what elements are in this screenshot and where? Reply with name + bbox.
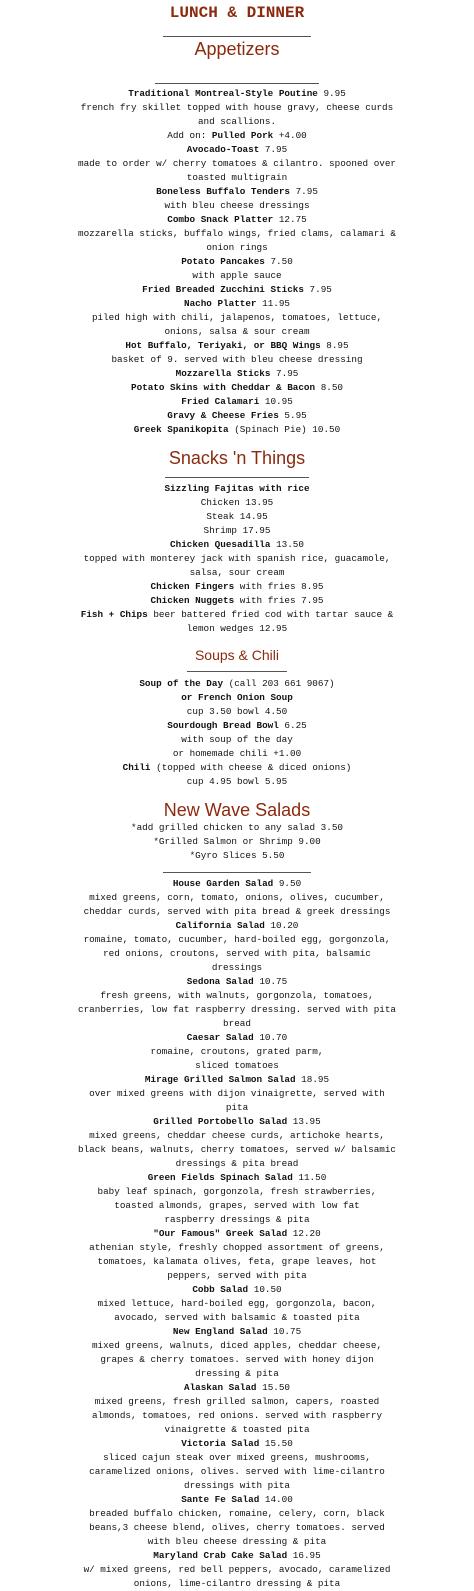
- item-price: 12.75: [278, 214, 307, 225]
- item-name: Fish + Chips: [80, 609, 148, 620]
- snack-item: [78, 482, 396, 496]
- item-price: 8.50: [320, 382, 344, 393]
- item-name: Cobb Salad: [192, 1284, 249, 1295]
- appetizer-description: with bleu cheese dressings: [164, 200, 310, 211]
- salad-description: mixed greens, cheddar cheese curds, artichoke hearts, black beans, walnuts, cherry tomatoes, served w/ balsamic dressings & pita bread: [78, 1130, 397, 1169]
- salad-description: breaded buffalo chicken, romaine, celery, corn, black beans,3 cheese blend, olives, cherry tomatoes. served with bleu cheese dressing & pita: [89, 1508, 385, 1547]
- salad-item: [78, 1437, 396, 1451]
- salad-description: sliced tomatoes: [195, 1060, 279, 1071]
- appetizer-description: mozzarella sticks, buffalo wings, fried clams, calamari & onion rings: [78, 228, 397, 253]
- soup-item: [78, 691, 396, 705]
- item-price: 10.20: [270, 920, 299, 931]
- appetizers-list: [78, 87, 396, 437]
- item-price: (call 203 661 9067): [228, 678, 335, 689]
- snack-description: Shrimp 17.95: [203, 525, 271, 536]
- salad-item: [78, 1227, 396, 1241]
- item-price: +4.00: [278, 130, 307, 141]
- item-price: 7.95: [295, 186, 318, 197]
- item-name: Grilled Portobello Salad: [153, 1116, 288, 1127]
- item-price: 10.75: [259, 976, 288, 987]
- item-prefix: Add on:: [167, 130, 212, 141]
- appetizer-item: [78, 87, 396, 101]
- appetizer-item: [78, 367, 396, 381]
- appetizer-item: [78, 129, 396, 143]
- soups-divider: [187, 671, 287, 672]
- salads-divider: [163, 872, 311, 873]
- item-name: House Garden Salad: [172, 878, 274, 889]
- salad-description: romaine, croutons, grated parm,: [150, 1046, 324, 1057]
- salad-item: [78, 975, 396, 989]
- salad-item: [78, 1325, 396, 1339]
- salad-item: [78, 1171, 396, 1185]
- salads-heading: New Wave Salads: [163, 800, 311, 820]
- soup-description: cup 3.50 bowl 4.50: [186, 706, 288, 717]
- appetizer-description: made to order w/ cherry tomatoes & cilantro. spooned over toasted multigrain: [78, 158, 397, 183]
- item-price: (topped with cheese & diced onions): [156, 762, 352, 773]
- item-price: 12.20: [292, 1228, 321, 1239]
- salad-description: sliced cajun steak over mixed greens, mushrooms, caramelized onions, olives. served with lime-cilantro dressings with pita: [89, 1452, 385, 1491]
- title-divider: [163, 36, 311, 37]
- item-name: Chicken Quesadilla: [170, 539, 271, 550]
- item-price: (Spinach Pie) 10.50: [234, 424, 341, 435]
- salad-item: [78, 1283, 396, 1297]
- item-name: Traditional Montreal-Style Poutine: [128, 88, 318, 99]
- item-name: Avocado-Toast: [186, 144, 260, 155]
- item-name: Chicken Fingers: [150, 581, 235, 592]
- page-title: LUNCH & DINNER: [169, 4, 305, 22]
- item-name: Gravy & Cheese Fries: [167, 410, 279, 421]
- item-price: 16.95: [292, 1550, 321, 1561]
- salad-item: [78, 919, 396, 933]
- salad-description: w/ mixed greens, red bell peppers, avocado, caramelized onions, lime-cilantro dressing & pita: [83, 1564, 391, 1589]
- item-name: Combo Snack Platter: [167, 214, 274, 225]
- item-price: 9.95: [323, 88, 346, 99]
- appetizer-item: [78, 283, 396, 297]
- item-price: 10.95: [264, 396, 293, 407]
- appetizer-item: [78, 213, 396, 227]
- snacks-list: [78, 482, 396, 636]
- item-price: 9.50: [278, 878, 302, 889]
- salad-addon-note: *Gyro Slices 5.50: [189, 850, 285, 861]
- salad-description: athenian style, freshly chopped assortment of greens, tomatoes, kalamata olives, feta, grape leaves, hot peppers, served with pita: [89, 1242, 385, 1281]
- appetizer-item: [78, 381, 396, 395]
- appetizer-item: [78, 255, 396, 269]
- item-name: Alaskan Salad: [183, 1382, 257, 1393]
- item-name: Hot Buffalo, Teriyaki, or BBQ Wings: [125, 340, 321, 351]
- item-price: 11.95: [262, 298, 291, 309]
- salad-description: baby leaf spinach, gorgonzola, fresh strawberries, toasted almonds, grapes, served with low fat: [97, 1186, 377, 1211]
- salad-description: raspberry dressings & pita: [164, 1214, 310, 1225]
- appetizer-item: [78, 395, 396, 409]
- item-price: 10.50: [253, 1284, 282, 1295]
- item-price: beer battered fried cod with tartar sauce & lemon wedges 12.95: [153, 609, 394, 634]
- appetizer-item: [78, 339, 396, 353]
- item-price: 11.50: [298, 1172, 327, 1183]
- item-name: Potato Skins with Cheddar & Bacon: [130, 382, 316, 393]
- item-price: 13.95: [292, 1116, 321, 1127]
- snack-item: [78, 594, 396, 608]
- salad-addon-note: *Grilled Salmon or Shrimp 9.00: [153, 836, 321, 847]
- item-name: Sizzling Fajitas with rice: [164, 483, 310, 494]
- salads-notes: [78, 821, 396, 863]
- item-name: Soup of the Day: [139, 678, 224, 689]
- item-name: Fried Calamari: [181, 396, 260, 407]
- item-name: Sante Fe Salad: [181, 1494, 260, 1505]
- snack-item: [78, 608, 396, 636]
- item-price: 8.95: [326, 340, 349, 351]
- soup-item: [78, 719, 396, 733]
- snack-description: Chicken 13.95: [200, 497, 274, 508]
- salads-list: [78, 877, 396, 1591]
- salad-description: mixed greens, corn, tomato, onions, olives, cucumber, cheddar curds, served with pita bread & greek dressings: [83, 892, 391, 917]
- soup-description: with soup of the day: [181, 734, 293, 745]
- soup-description: cup 4.95 bowl 5.95: [186, 776, 288, 787]
- salad-description: mixed greens, fresh grilled salmon, capers, roasted almonds, tomatoes, red onions. served with raspberry vinaigrette & toasted pita: [91, 1396, 383, 1435]
- item-name: "Our Famous" Greek Salad: [153, 1228, 288, 1239]
- item-name: or French Onion Soup: [181, 692, 293, 703]
- snack-item: [78, 538, 396, 552]
- appetizers-divider: [155, 83, 319, 84]
- salad-addon-note: *add grilled chicken to any salad 3.50: [130, 822, 343, 833]
- soup-item: [78, 761, 396, 775]
- item-name: Pulled Pork: [211, 130, 274, 141]
- salad-item: [78, 1381, 396, 1395]
- snacks-heading: Snacks 'n Things: [168, 448, 306, 468]
- item-name: Victoria Salad: [181, 1438, 260, 1449]
- item-price: with fries 8.95: [239, 581, 324, 592]
- salad-description: mixed greens, walnuts, diced apples, cheddar cheese, grapes & cherry tomatoes. served with honey dijon dressing & pita: [91, 1340, 383, 1379]
- salad-description: romaine, tomato, cucumber, hard-boiled egg, gorgonzola, red onions, croutons, served with pita, balsamic dressings: [83, 934, 391, 973]
- item-price: 10.75: [273, 1326, 302, 1337]
- snack-item: [78, 580, 396, 594]
- salad-item: [78, 1493, 396, 1507]
- snacks-divider: [165, 477, 309, 478]
- item-name: Maryland Crab Cake Salad: [153, 1550, 288, 1561]
- appetizer-description: with apple sauce: [192, 270, 282, 281]
- soups-list: [78, 677, 396, 789]
- salad-item: [78, 1073, 396, 1087]
- item-price: 14.00: [264, 1494, 293, 1505]
- item-name: Green Fields Spinach Salad: [147, 1172, 293, 1183]
- soups-heading: Soups & Chili: [194, 647, 280, 663]
- item-price: 7.50: [270, 256, 293, 267]
- item-name: Mirage Grilled Salmon Salad: [144, 1074, 296, 1085]
- salad-description: mixed lettuce, hard-boiled egg, gorgonzola, bacon, avocado, served with balsamic & toasted pita: [97, 1298, 377, 1323]
- appetizers-heading: Appetizers: [194, 39, 280, 59]
- item-name: Boneless Buffalo Tenders: [156, 186, 290, 197]
- salad-description: over mixed greens with dijon vinaigrette, served with pita: [89, 1088, 385, 1113]
- item-price: with fries 7.95: [239, 595, 324, 606]
- appetizer-item: [78, 423, 396, 437]
- appetizer-item: [78, 409, 396, 423]
- salad-item: [78, 877, 396, 891]
- appetizer-item: [78, 185, 396, 199]
- item-name: Potato Pancakes: [181, 256, 265, 267]
- item-name: Sourdough Bread Bowl: [167, 720, 279, 731]
- salad-item: [78, 1031, 396, 1045]
- item-name: Caesar Salad: [186, 1032, 254, 1043]
- item-price: 6.25: [284, 720, 307, 731]
- item-name: Chicken Nuggets: [150, 595, 235, 606]
- item-price: 15.50: [264, 1438, 293, 1449]
- soup-description: or homemade chili +1.00: [172, 748, 302, 759]
- item-name: New England Salad: [172, 1326, 268, 1337]
- item-price: 7.95: [264, 144, 288, 155]
- item-name: Mozzarella Sticks: [175, 368, 271, 379]
- item-price: 5.95: [284, 410, 307, 421]
- appetizer-item: [78, 143, 396, 157]
- item-name: Sedona Salad: [186, 976, 254, 987]
- item-name: Nacho Platter: [183, 298, 257, 309]
- item-price: 18.95: [301, 1074, 330, 1085]
- snack-description: topped with monterey jack with spanish rice, guacamole, salsa, sour cream: [83, 553, 391, 578]
- appetizer-description: basket of 9. served with bleu cheese dressing: [111, 354, 363, 365]
- soup-item: [78, 677, 396, 691]
- salad-item: [78, 1549, 396, 1563]
- snack-description: Steak 14.95: [206, 511, 268, 522]
- appetizer-description: french fry skillet topped with house gravy, cheese curds and scallions.: [80, 102, 394, 127]
- item-name: Chili: [122, 762, 151, 773]
- item-price: 15.50: [262, 1382, 291, 1393]
- item-price: 7.95: [276, 368, 299, 379]
- item-name: California Salad: [175, 920, 265, 931]
- item-price: 10.70: [259, 1032, 288, 1043]
- item-name: Greek Spanikopita: [133, 424, 229, 435]
- item-price: 7.95: [309, 284, 332, 295]
- appetizer-item: [78, 297, 396, 311]
- appetizer-description: piled high with chili, jalapenos, tomatoes, lettuce, onions, salsa & sour cream: [91, 312, 383, 337]
- salad-description: fresh greens, with walnuts, gorgonzola, tomatoes, cranberries, low fat raspberry dressing. served with pita bread: [78, 990, 397, 1029]
- item-name: Fried Breaded Zucchini Sticks: [142, 284, 304, 295]
- item-price: 13.50: [276, 539, 304, 550]
- salad-item: [78, 1115, 396, 1129]
